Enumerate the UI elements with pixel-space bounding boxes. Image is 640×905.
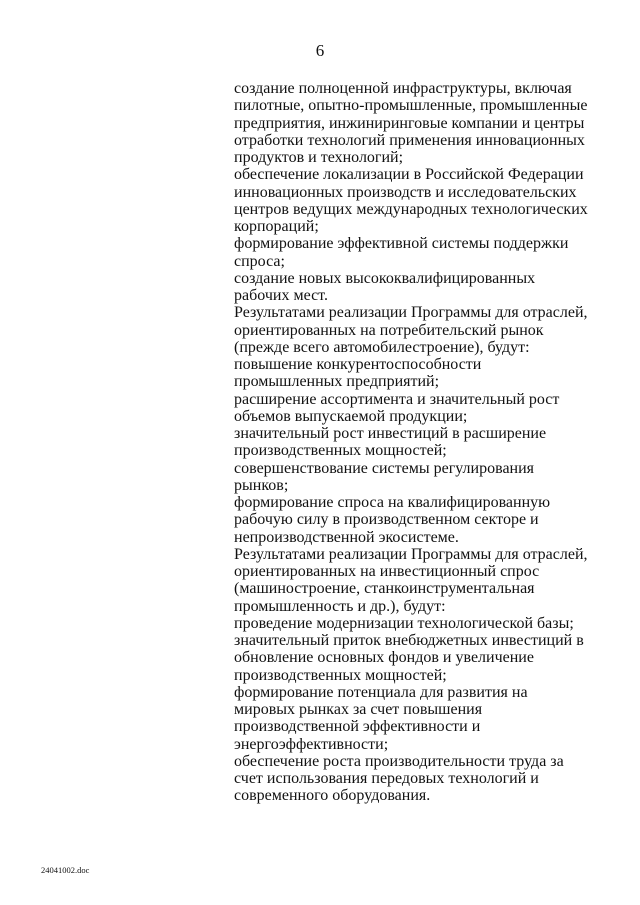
text-line: корпораций; xyxy=(234,218,319,235)
text-line: значительный рост инвестиций в расширение xyxy=(234,425,547,442)
paragraph xyxy=(234,546,594,615)
paragraph xyxy=(234,270,594,305)
text-line: спроса; xyxy=(234,252,285,270)
text-line: объемов выпускаемой продукции; xyxy=(234,407,468,425)
page-number: 6 xyxy=(315,41,325,60)
paragraph xyxy=(234,425,594,460)
paragraph xyxy=(234,753,594,805)
text-line: промышленных предприятий; xyxy=(234,373,440,391)
footer-filename: 24041002.doc xyxy=(41,865,90,875)
paragraph xyxy=(234,391,594,426)
paragraph xyxy=(234,166,594,235)
text-line: продуктов и технологий; xyxy=(234,149,404,166)
text-line: создание новых высококвалифицированных xyxy=(234,269,536,287)
text-line: производственных мощностей; xyxy=(234,442,447,460)
text-line: формирование потенциала для развития на xyxy=(234,683,528,701)
text-line: рабочую силу в производственном секторе и xyxy=(234,511,539,529)
paragraph xyxy=(234,304,594,356)
text-line: современного оборудования. xyxy=(234,787,431,805)
text-line: расширение ассортимента и значительный рост xyxy=(234,390,560,408)
text-line: счет использования передовых технологий и xyxy=(234,770,539,787)
paragraph xyxy=(234,684,594,753)
text-line: предприятия, инжиниринговые компании и центры xyxy=(234,114,585,132)
text-line: формирование спроса на квалифицированную xyxy=(234,494,551,511)
text-line: создание полноценной инфраструктуры, включая xyxy=(234,80,572,97)
text-line: обеспечение роста производительности труда за xyxy=(234,752,564,770)
text-line: (машиностроение, станкоинструментальная xyxy=(234,580,535,598)
text-line: рабочих мест. xyxy=(234,287,328,304)
paragraph xyxy=(234,235,594,270)
paragraph xyxy=(234,632,594,684)
text-line: непроизводственной экосистеме. xyxy=(234,528,459,546)
text-line: промышленность и др.), будут: xyxy=(234,597,446,615)
text-line: центров ведущих международных технологических xyxy=(234,200,588,218)
text-line: мировых рынках за счет повышения xyxy=(234,701,483,718)
text-line: пилотные, опытно-промышленные, промышленные xyxy=(234,97,588,115)
text-line: совершенствование системы регулирования xyxy=(234,459,535,477)
text-line: рынков; xyxy=(234,476,289,494)
paragraph xyxy=(234,80,594,166)
text-line: обеспечение локализации в Российской Федерации xyxy=(234,166,584,184)
text-line: ориентированных на инвестиционный спрос xyxy=(234,563,540,580)
text-line: обновление основных фондов и увеличение xyxy=(234,649,534,667)
paragraph xyxy=(234,494,594,546)
text-line: повышение конкурентоспособности xyxy=(234,356,482,373)
text-line: Результатами реализации Программы для отраслей, xyxy=(234,545,588,563)
text-line: производственной эффективности и xyxy=(234,718,481,736)
text-line: (прежде всего автомобилестроение), будут: xyxy=(234,338,530,356)
paragraph xyxy=(234,460,594,495)
text-line: энергоэффективности; xyxy=(234,735,389,753)
text-line: производственных мощностей; xyxy=(234,666,447,684)
text-line: отработки технологий применения инновационных xyxy=(234,131,585,149)
paragraph xyxy=(234,356,594,391)
paragraph xyxy=(234,615,594,632)
text-line: Результатами реализации Программы для отраслей, xyxy=(234,304,588,322)
text-line: формирование эффективной системы поддержки xyxy=(234,235,569,253)
text-line: проведение модернизации технологической базы; xyxy=(234,614,574,632)
text-line: значительный приток внебюджетных инвестиций в xyxy=(234,632,584,649)
text-line: ориентированных на потребительский рынок xyxy=(234,321,544,339)
text-line: инновационных производств и исследовательских xyxy=(234,183,577,201)
document-body xyxy=(234,80,594,805)
